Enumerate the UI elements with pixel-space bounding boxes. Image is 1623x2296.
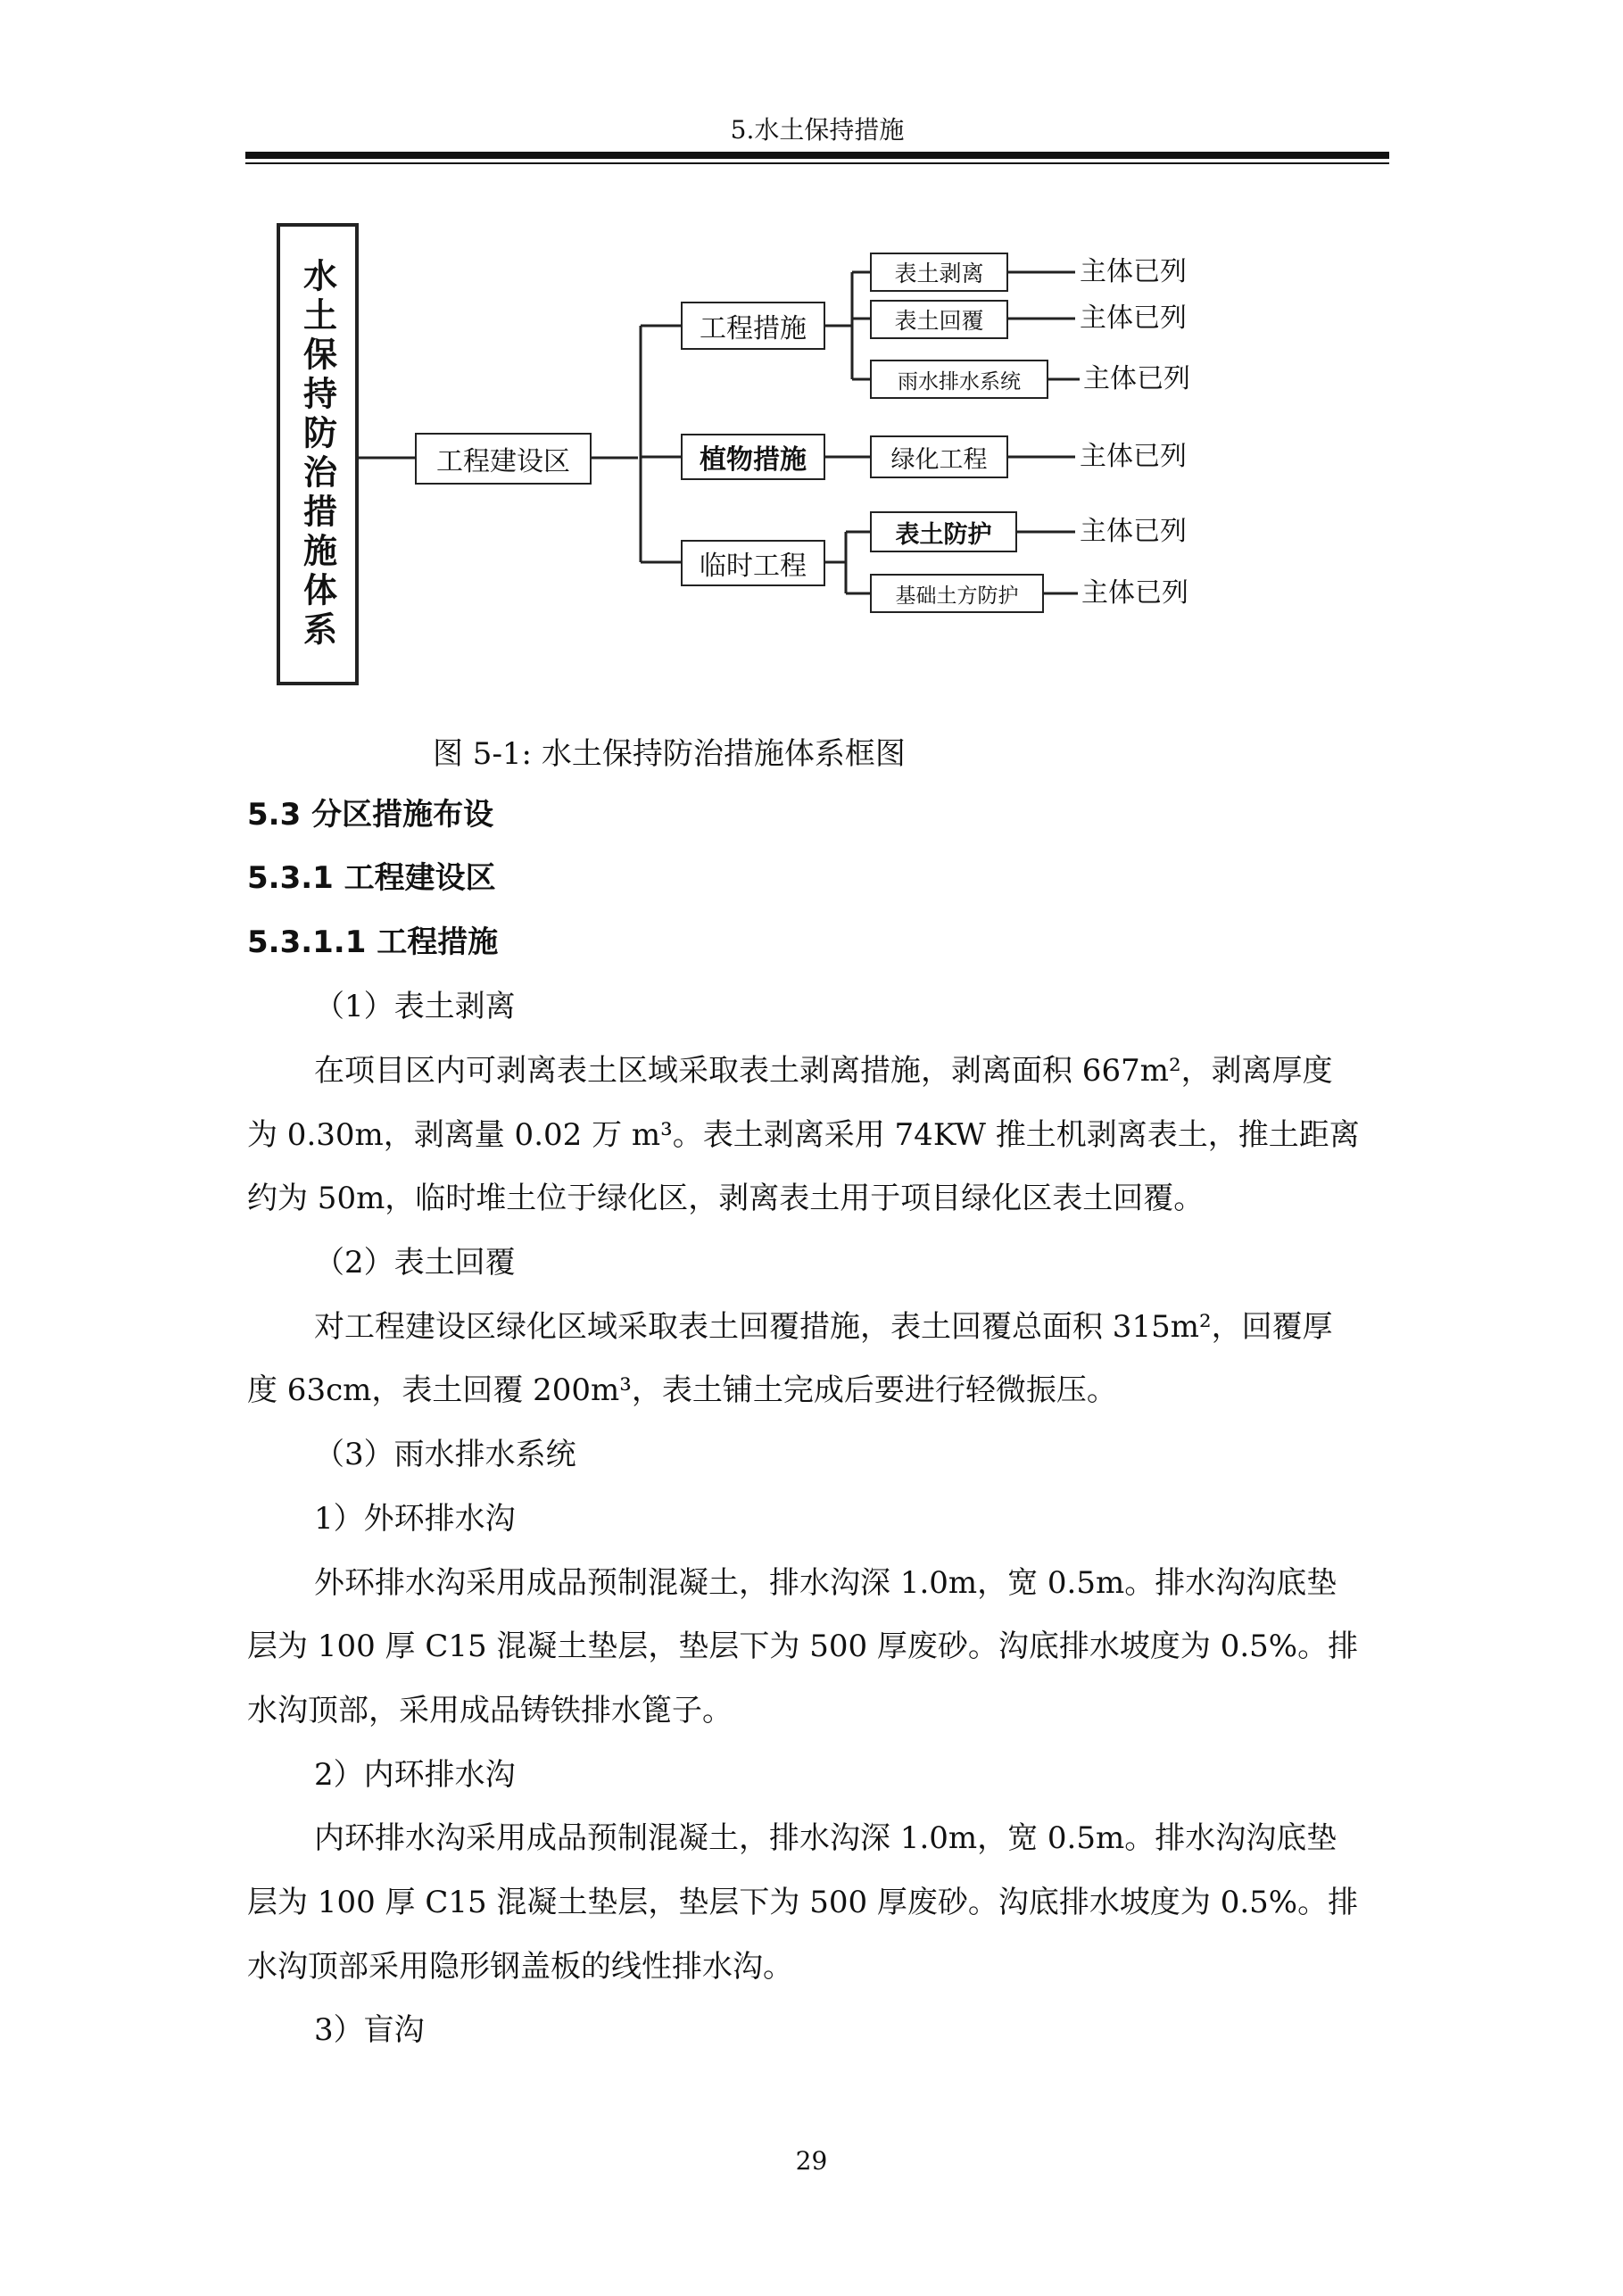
body-line: 水沟顶部采用隐形钢盖板的线性排水沟。 — [247, 1949, 793, 1985]
diagram-item-box — [870, 435, 1008, 478]
subsubsection-heading: 5.3.1.1 工程措施 — [247, 924, 499, 960]
figure-caption: 图 5-1: 水土保持防治措施体系框图 — [433, 736, 906, 772]
item-title: （2）表土回覆 — [314, 1245, 516, 1281]
section-heading: 5.3 分区措施布设 — [247, 797, 494, 833]
body-line: 层为 100 厚 C15 混凝土垫层，垫层下为 500 厚废砂。沟底排水坡度为 0.5%。排 — [247, 1885, 1359, 1920]
diagram-result-label: 主体已列 — [1081, 577, 1188, 609]
diagram-category-label: 植物措施 — [700, 444, 807, 476]
body-line: 水沟顶部，采用成品铸铁排水篦子。 — [247, 1693, 733, 1728]
diagram-zone-label: 工程建设区 — [436, 446, 570, 477]
page-number: 29 — [795, 2146, 828, 2176]
body-line: 在项目区内可剥离表土区域采取表土剥离措施，剥离面积 667m²，剥离厚度 — [314, 1053, 1333, 1089]
item-title: （1）表土剥离 — [314, 989, 516, 1024]
body-line: 为 0.30m，剥离量 0.02 万 m³。表土剥离采用 74KW 推土机剥离表土，推土距离 — [247, 1117, 1360, 1153]
diagram-connectors — [0, 0, 1623, 714]
diagram-item-box — [870, 300, 1008, 339]
diagram-result-label: 主体已列 — [1080, 303, 1187, 334]
diagram-item-box — [870, 360, 1048, 399]
body-line: 层为 100 厚 C15 混凝土垫层，垫层下为 500 厚废砂。沟底排水坡度为 0.5%。排 — [247, 1629, 1359, 1664]
diagram-category-label: 工程措施 — [700, 313, 807, 344]
diagram-zone-box — [415, 433, 592, 485]
item-title: （3）雨水排水系统 — [314, 1437, 576, 1472]
diagram-result-label: 主体已列 — [1080, 516, 1187, 547]
diagram-item-label: 表土回覆 — [894, 308, 984, 334]
diagram-item-label: 表土防护 — [895, 520, 992, 549]
diagram-category-temporary — [681, 540, 825, 586]
item-subtitle: 1）外环排水沟 — [314, 1501, 516, 1537]
diagram-category-plant — [681, 434, 825, 480]
diagram-item-label: 绿化工程 — [890, 445, 988, 474]
diagram-item-label: 基础土方防护 — [895, 584, 1019, 608]
item-subtitle: 3）盲沟 — [314, 2012, 425, 2048]
diagram-root-label: 水土保持防治措施体系 — [297, 258, 338, 651]
diagram-item-box — [870, 574, 1044, 613]
body-line: 对工程建设区绿化区域采取表土回覆措施，表土回覆总面积 315m²，回覆厚 — [314, 1309, 1333, 1345]
diagram-result-label: 主体已列 — [1083, 363, 1190, 394]
body-line: 约为 50m，临时堆土位于绿化区，剥离表土用于项目绿化区表土回覆。 — [247, 1181, 1205, 1216]
diagram-root-box — [277, 223, 359, 685]
diagram-category-label: 临时工程 — [700, 551, 807, 582]
item-subtitle: 2）内环排水沟 — [314, 1757, 516, 1793]
diagram-item-label: 表土剥离 — [894, 261, 984, 286]
body-line: 内环排水沟采用成品预制混凝土，排水沟深 1.0m，宽 0.5m。排水沟沟底垫 — [314, 1820, 1337, 1856]
running-header: 5.水土保持措施 — [730, 115, 905, 145]
diagram-item-box — [870, 511, 1017, 552]
diagram-item-label: 雨水排水系统 — [898, 369, 1021, 394]
diagram-category-engineering — [681, 302, 825, 350]
subsection-heading: 5.3.1 工程建设区 — [247, 860, 496, 896]
diagram-result-label: 主体已列 — [1080, 441, 1187, 472]
diagram-item-box — [870, 253, 1008, 292]
body-line: 度 63cm，表土回覆 200m³，表土铺土完成后要进行轻微振压。 — [247, 1372, 1117, 1408]
diagram-result-label: 主体已列 — [1080, 256, 1187, 287]
body-line: 外环排水沟采用成品预制混凝土，排水沟深 1.0m，宽 0.5m。排水沟沟底垫 — [314, 1565, 1337, 1601]
